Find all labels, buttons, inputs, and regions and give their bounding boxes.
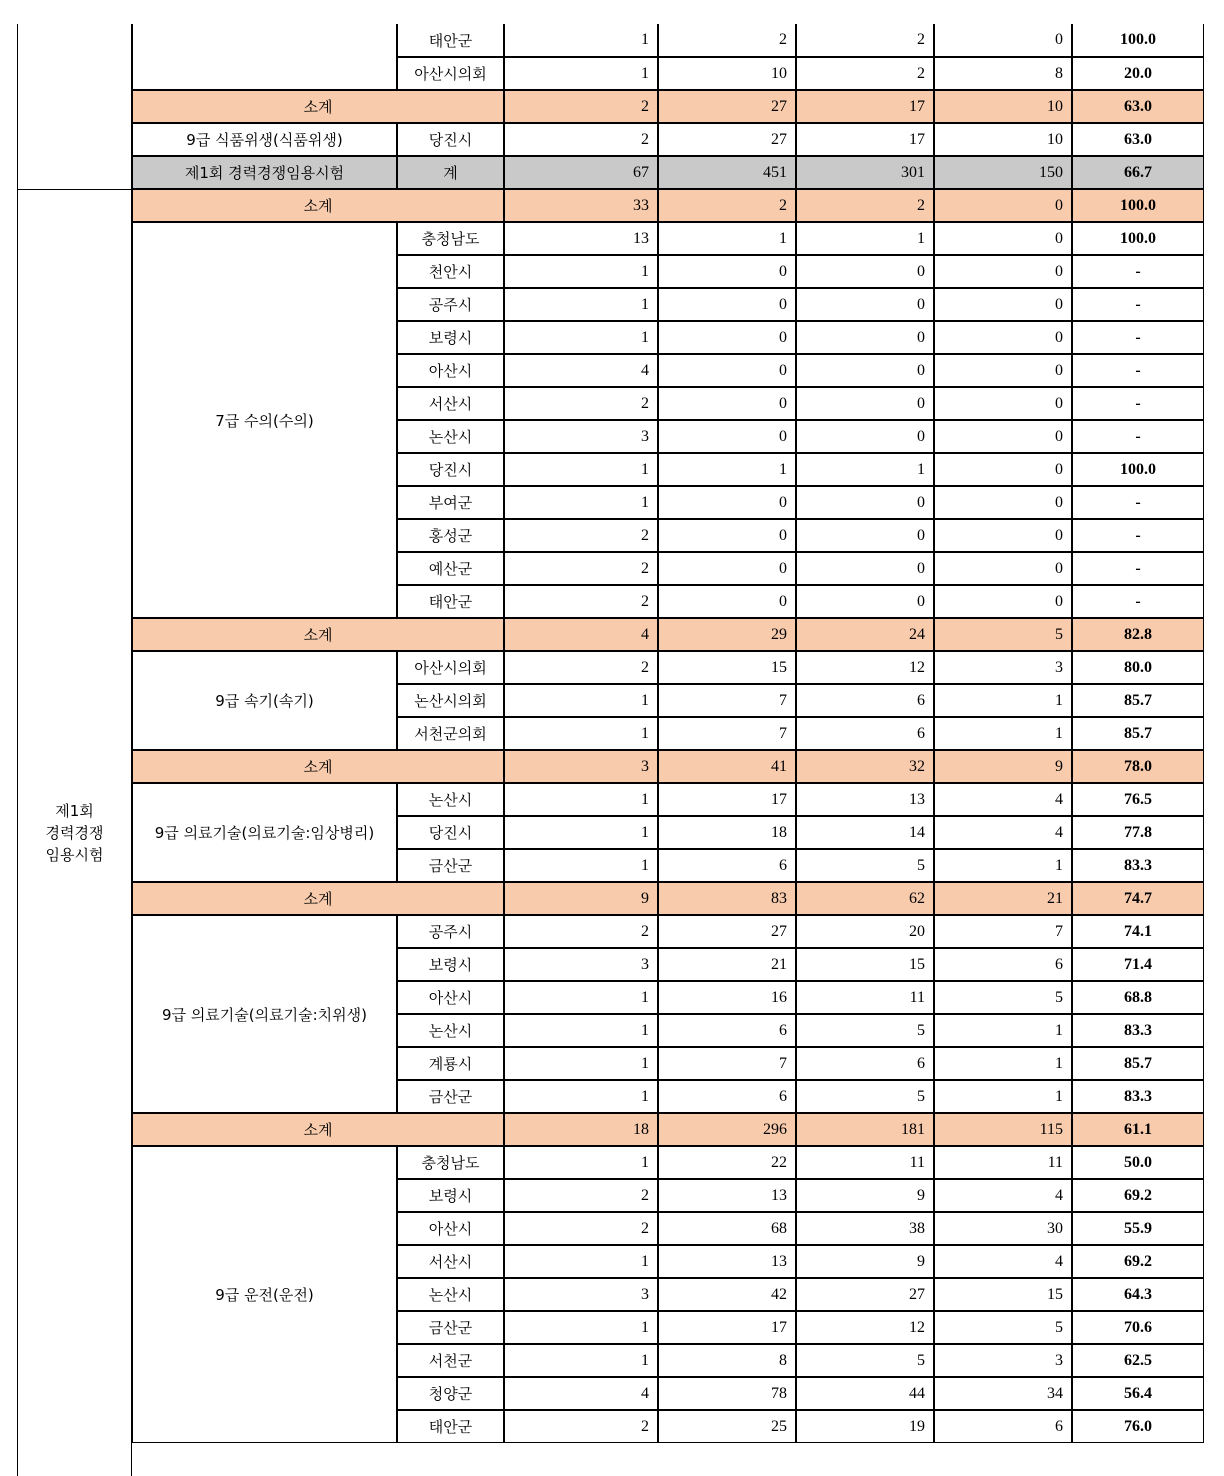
attendees-cell: 27 — [796, 1278, 934, 1311]
quota-cell: 1 — [504, 849, 658, 882]
quota-cell: 1 — [504, 321, 658, 354]
quota-cell: 2 — [504, 123, 658, 156]
applicants-cell: 10 — [658, 57, 796, 90]
attendees-cell: 20 — [796, 915, 934, 948]
absentees-cell: 11 — [934, 1146, 1072, 1179]
region-cell: 아산시의회 — [397, 651, 504, 684]
applicants-cell: 0 — [658, 585, 796, 618]
attendance-rate-cell: 55.9 — [1072, 1212, 1204, 1245]
absentees-cell: 0 — [934, 288, 1072, 321]
attendees-cell: 2 — [796, 189, 934, 222]
attendees-cell: 17 — [796, 123, 934, 156]
quota-cell: 1 — [504, 1311, 658, 1344]
region-cell: 아산시의회 — [397, 57, 504, 90]
attendees-cell: 0 — [796, 552, 934, 585]
applicants-cell: 17 — [658, 783, 796, 816]
attendees-cell: 12 — [796, 1311, 934, 1344]
attendees-cell: 15 — [796, 948, 934, 981]
quota-cell: 1 — [504, 57, 658, 90]
absentees-cell: 15 — [934, 1278, 1072, 1311]
attendees-cell: 44 — [796, 1377, 934, 1410]
applicants-cell: 7 — [658, 1047, 796, 1080]
quota-cell: 3 — [504, 750, 658, 783]
attendance-rate-cell: - — [1072, 519, 1204, 552]
applicants-cell: 29 — [658, 618, 796, 651]
applicants-cell: 13 — [658, 1179, 796, 1212]
attendees-cell: 1 — [796, 222, 934, 255]
quota-cell: 1 — [504, 783, 658, 816]
attendance-rate-cell: 78.0 — [1072, 750, 1204, 783]
quota-cell: 2 — [504, 915, 658, 948]
category-cell: 9급 운전(운전) — [132, 1146, 397, 1443]
attendees-cell: 2 — [796, 57, 934, 90]
applicants-cell: 6 — [658, 849, 796, 882]
attendance-rate-cell: 74.7 — [1072, 882, 1204, 915]
quota-cell: 1 — [504, 1245, 658, 1278]
applicants-cell: 1 — [658, 222, 796, 255]
absentees-cell: 6 — [934, 1410, 1072, 1443]
applicants-cell: 6 — [658, 1014, 796, 1047]
attendees-cell: 0 — [796, 585, 934, 618]
absentees-cell: 6 — [934, 948, 1072, 981]
attendance-rate-cell: - — [1072, 354, 1204, 387]
quota-cell: 1 — [504, 255, 658, 288]
region-cell: 금산군 — [397, 849, 504, 882]
subtotal-label: 소계 — [132, 750, 504, 783]
attendees-cell: 14 — [796, 816, 934, 849]
attendance-rate-cell: 56.4 — [1072, 1377, 1204, 1410]
attendance-rate-cell: 80.0 — [1072, 651, 1204, 684]
attendees-cell: 5 — [796, 1344, 934, 1377]
applicants-cell: 1 — [658, 453, 796, 486]
applicants-cell: 7 — [658, 717, 796, 750]
region-cell: 논산시 — [397, 420, 504, 453]
region-cell: 서천군의회 — [397, 717, 504, 750]
attendance-rate-cell: - — [1072, 321, 1204, 354]
subtotal-label: 소계 — [132, 882, 504, 915]
attendance-rate-cell: 68.8 — [1072, 981, 1204, 1014]
attendance-rate-cell: 83.3 — [1072, 849, 1204, 882]
attendees-cell: 38 — [796, 1212, 934, 1245]
region-cell: 보령시 — [397, 948, 504, 981]
attendance-rate-cell: 100.0 — [1072, 453, 1204, 486]
absentees-cell: 0 — [934, 552, 1072, 585]
category-cell: 9급 속기(속기) — [132, 651, 397, 750]
attendees-cell: 24 — [796, 618, 934, 651]
attendees-cell: 1 — [796, 453, 934, 486]
absentees-cell: 115 — [934, 1113, 1072, 1146]
attendance-rate-cell: 50.0 — [1072, 1146, 1204, 1179]
quota-cell: 1 — [504, 288, 658, 321]
attendees-cell: 0 — [796, 486, 934, 519]
absentees-cell: 0 — [934, 486, 1072, 519]
applicants-cell: 42 — [658, 1278, 796, 1311]
region-cell: 충청남도 — [397, 1146, 504, 1179]
applicants-cell: 2 — [658, 24, 796, 57]
attendees-cell: 0 — [796, 420, 934, 453]
region-cell: 서산시 — [397, 1245, 504, 1278]
quota-cell: 1 — [504, 24, 658, 57]
applicants-cell: 2 — [658, 189, 796, 222]
applicants-cell: 8 — [658, 1344, 796, 1377]
quota-cell: 4 — [504, 354, 658, 387]
applicants-cell: 18 — [658, 816, 796, 849]
attendance-rate-cell: 100.0 — [1072, 222, 1204, 255]
attendees-cell: 5 — [796, 1014, 934, 1047]
attendees-cell: 19 — [796, 1410, 934, 1443]
absentees-cell: 0 — [934, 255, 1072, 288]
quota-cell: 2 — [504, 1410, 658, 1443]
attendance-rate-cell: 20.0 — [1072, 57, 1204, 90]
quota-cell: 2 — [504, 1179, 658, 1212]
attendance-rate-cell: 76.5 — [1072, 783, 1204, 816]
absentees-cell: 1 — [934, 1047, 1072, 1080]
attendees-cell: 17 — [796, 90, 934, 123]
attendance-rate-cell: - — [1072, 387, 1204, 420]
total-region-cell: 계 — [397, 156, 504, 189]
quota-cell: 4 — [504, 1377, 658, 1410]
quota-cell: 18 — [504, 1113, 658, 1146]
quota-cell: 1 — [504, 1080, 658, 1113]
quota-cell: 67 — [504, 156, 658, 189]
attendance-rate-cell: 82.8 — [1072, 618, 1204, 651]
category-cell: 9급 의료기술(의료기술:치위생) — [132, 915, 397, 1113]
region-cell: 논산시 — [397, 783, 504, 816]
applicants-cell: 7 — [658, 684, 796, 717]
attendees-cell: 62 — [796, 882, 934, 915]
applicants-cell: 22 — [658, 1146, 796, 1179]
attendees-cell: 6 — [796, 717, 934, 750]
attendance-rate-cell: - — [1072, 486, 1204, 519]
recruitment-results-table — [17, 24, 1204, 1446]
region-cell: 서천군 — [397, 1344, 504, 1377]
absentees-cell: 5 — [934, 1311, 1072, 1344]
applicants-cell: 0 — [658, 486, 796, 519]
attendees-cell: 0 — [796, 519, 934, 552]
absentees-cell: 0 — [934, 519, 1072, 552]
absentees-cell: 1 — [934, 717, 1072, 750]
applicants-cell: 17 — [658, 1311, 796, 1344]
region-cell: 아산시 — [397, 354, 504, 387]
attendees-cell: 301 — [796, 156, 934, 189]
region-cell: 아산시 — [397, 1212, 504, 1245]
absentees-cell: 4 — [934, 1245, 1072, 1278]
absentees-cell: 3 — [934, 1344, 1072, 1377]
category-cell: 7급 수의(수의) — [132, 222, 397, 618]
absentees-cell: 0 — [934, 387, 1072, 420]
attendees-cell: 0 — [796, 354, 934, 387]
section-label: 제1회 경력경쟁 임용시험 — [17, 189, 132, 1476]
applicants-cell: 27 — [658, 90, 796, 123]
subtotal-label: 소계 — [132, 90, 504, 123]
quota-cell: 2 — [504, 1212, 658, 1245]
applicants-cell: 68 — [658, 1212, 796, 1245]
applicants-cell: 0 — [658, 519, 796, 552]
absentees-cell: 5 — [934, 981, 1072, 1014]
category-cell — [132, 24, 397, 90]
region-cell: 청양군 — [397, 1377, 504, 1410]
absentees-cell: 0 — [934, 453, 1072, 486]
attendance-rate-cell: 85.7 — [1072, 1047, 1204, 1080]
quota-cell: 1 — [504, 1344, 658, 1377]
region-cell: 당진시 — [397, 123, 504, 156]
region-cell: 당진시 — [397, 816, 504, 849]
absentees-cell: 3 — [934, 651, 1072, 684]
attendance-rate-cell: 66.7 — [1072, 156, 1204, 189]
quota-cell: 1 — [504, 684, 658, 717]
absentees-cell: 0 — [934, 321, 1072, 354]
applicants-cell: 83 — [658, 882, 796, 915]
quota-cell: 1 — [504, 816, 658, 849]
attendees-cell: 0 — [796, 387, 934, 420]
absentees-cell: 1 — [934, 684, 1072, 717]
quota-cell: 2 — [504, 552, 658, 585]
attendance-rate-cell: - — [1072, 288, 1204, 321]
absentees-cell: 10 — [934, 123, 1072, 156]
quota-cell: 9 — [504, 882, 658, 915]
absentees-cell: 0 — [934, 585, 1072, 618]
absentees-cell: 4 — [934, 816, 1072, 849]
applicants-cell: 13 — [658, 1245, 796, 1278]
applicants-cell: 27 — [658, 123, 796, 156]
attendees-cell: 0 — [796, 321, 934, 354]
attendance-rate-cell: 62.5 — [1072, 1344, 1204, 1377]
absentees-cell: 0 — [934, 354, 1072, 387]
absentees-cell: 21 — [934, 882, 1072, 915]
applicants-cell: 0 — [658, 255, 796, 288]
attendance-rate-cell: 69.2 — [1072, 1245, 1204, 1278]
applicants-cell: 0 — [658, 552, 796, 585]
applicants-cell: 451 — [658, 156, 796, 189]
attendance-rate-cell: 77.8 — [1072, 816, 1204, 849]
attendance-rate-cell: 85.7 — [1072, 684, 1204, 717]
absentees-cell: 5 — [934, 618, 1072, 651]
region-cell: 서산시 — [397, 387, 504, 420]
attendance-rate-cell: - — [1072, 420, 1204, 453]
quota-cell: 2 — [504, 90, 658, 123]
quota-cell: 1 — [504, 486, 658, 519]
attendance-rate-cell: - — [1072, 255, 1204, 288]
applicants-cell: 0 — [658, 354, 796, 387]
quota-cell: 2 — [504, 387, 658, 420]
quota-cell: 1 — [504, 1014, 658, 1047]
region-cell: 금산군 — [397, 1311, 504, 1344]
absentees-cell: 10 — [934, 90, 1072, 123]
subtotal-label: 소계 — [132, 618, 504, 651]
absentees-cell: 150 — [934, 156, 1072, 189]
region-cell: 보령시 — [397, 1179, 504, 1212]
region-cell: 예산군 — [397, 552, 504, 585]
quota-cell: 33 — [504, 189, 658, 222]
attendance-rate-cell: 61.1 — [1072, 1113, 1204, 1146]
attendees-cell: 11 — [796, 981, 934, 1014]
category-cell: 9급 의료기술(의료기술:임상병리) — [132, 783, 397, 882]
absentees-cell: 0 — [934, 222, 1072, 255]
category-cell: 9급 식품위생(식품위생) — [132, 123, 397, 156]
applicants-cell: 0 — [658, 387, 796, 420]
attendance-rate-cell: 63.0 — [1072, 90, 1204, 123]
region-cell: 보령시 — [397, 321, 504, 354]
region-cell: 금산군 — [397, 1080, 504, 1113]
applicants-cell: 41 — [658, 750, 796, 783]
applicants-cell: 6 — [658, 1080, 796, 1113]
absentees-cell: 30 — [934, 1212, 1072, 1245]
attendance-rate-cell: 100.0 — [1072, 189, 1204, 222]
attendees-cell: 6 — [796, 1047, 934, 1080]
region-cell: 논산시의회 — [397, 684, 504, 717]
attendees-cell: 11 — [796, 1146, 934, 1179]
absentees-cell: 0 — [934, 189, 1072, 222]
attendees-cell: 181 — [796, 1113, 934, 1146]
attendance-rate-cell: 85.7 — [1072, 717, 1204, 750]
quota-cell: 1 — [504, 717, 658, 750]
region-cell: 홍성군 — [397, 519, 504, 552]
applicants-cell: 0 — [658, 420, 796, 453]
attendees-cell: 0 — [796, 255, 934, 288]
attendees-cell: 0 — [796, 288, 934, 321]
region-cell: 천안시 — [397, 255, 504, 288]
attendees-cell: 13 — [796, 783, 934, 816]
quota-cell: 1 — [504, 981, 658, 1014]
applicants-cell: 78 — [658, 1377, 796, 1410]
quota-cell: 3 — [504, 420, 658, 453]
region-cell: 논산시 — [397, 1278, 504, 1311]
quota-cell: 3 — [504, 1278, 658, 1311]
absentees-cell: 4 — [934, 783, 1072, 816]
quota-cell: 1 — [504, 1146, 658, 1179]
quota-cell: 2 — [504, 651, 658, 684]
absentees-cell: 0 — [934, 420, 1072, 453]
quota-cell: 1 — [504, 1047, 658, 1080]
quota-cell: 2 — [504, 519, 658, 552]
attendance-rate-cell: 69.2 — [1072, 1179, 1204, 1212]
attendees-cell: 5 — [796, 1080, 934, 1113]
attendance-rate-cell: 74.1 — [1072, 915, 1204, 948]
attendance-rate-cell: 100.0 — [1072, 24, 1204, 57]
quota-cell: 2 — [504, 585, 658, 618]
applicants-cell: 16 — [658, 981, 796, 1014]
region-cell: 태안군 — [397, 1410, 504, 1443]
attendees-cell: 9 — [796, 1245, 934, 1278]
absentees-cell: 34 — [934, 1377, 1072, 1410]
quota-cell: 4 — [504, 618, 658, 651]
absentees-cell: 1 — [934, 1014, 1072, 1047]
region-cell: 태안군 — [397, 24, 504, 57]
quota-cell: 1 — [504, 453, 658, 486]
absentees-cell: 1 — [934, 849, 1072, 882]
absentees-cell: 4 — [934, 1179, 1072, 1212]
region-cell: 당진시 — [397, 453, 504, 486]
region-cell: 충청남도 — [397, 222, 504, 255]
attendance-rate-cell: 64.3 — [1072, 1278, 1204, 1311]
attendance-rate-cell: 71.4 — [1072, 948, 1204, 981]
attendees-cell: 2 — [796, 24, 934, 57]
region-cell: 공주시 — [397, 915, 504, 948]
attendance-rate-cell: - — [1072, 552, 1204, 585]
applicants-cell: 21 — [658, 948, 796, 981]
applicants-cell: 0 — [658, 321, 796, 354]
subtotal-label: 소계 — [132, 189, 504, 222]
attendance-rate-cell: 76.0 — [1072, 1410, 1204, 1443]
attendance-rate-cell: 63.0 — [1072, 123, 1204, 156]
attendees-cell: 12 — [796, 651, 934, 684]
applicants-cell: 0 — [658, 288, 796, 321]
absentees-cell: 1 — [934, 1080, 1072, 1113]
applicants-cell: 296 — [658, 1113, 796, 1146]
region-cell: 계룡시 — [397, 1047, 504, 1080]
absentees-cell: 8 — [934, 57, 1072, 90]
region-cell: 논산시 — [397, 1014, 504, 1047]
attendees-cell: 9 — [796, 1179, 934, 1212]
attendees-cell: 32 — [796, 750, 934, 783]
absentees-cell: 0 — [934, 24, 1072, 57]
region-cell: 태안군 — [397, 585, 504, 618]
absentees-cell: 7 — [934, 915, 1072, 948]
region-cell: 부여군 — [397, 486, 504, 519]
absentees-cell: 9 — [934, 750, 1072, 783]
total-label: 제1회 경력경쟁임용시험 — [132, 156, 397, 189]
attendees-cell: 5 — [796, 849, 934, 882]
applicants-cell: 25 — [658, 1410, 796, 1443]
attendance-rate-cell: 83.3 — [1072, 1014, 1204, 1047]
section-label — [17, 24, 132, 189]
applicants-cell: 15 — [658, 651, 796, 684]
attendance-rate-cell: 83.3 — [1072, 1080, 1204, 1113]
attendees-cell: 6 — [796, 684, 934, 717]
region-cell: 아산시 — [397, 981, 504, 1014]
region-cell: 공주시 — [397, 288, 504, 321]
attendance-rate-cell: - — [1072, 585, 1204, 618]
attendance-rate-cell: 70.6 — [1072, 1311, 1204, 1344]
quota-cell: 13 — [504, 222, 658, 255]
subtotal-label: 소계 — [132, 1113, 504, 1146]
quota-cell: 3 — [504, 948, 658, 981]
applicants-cell: 27 — [658, 915, 796, 948]
